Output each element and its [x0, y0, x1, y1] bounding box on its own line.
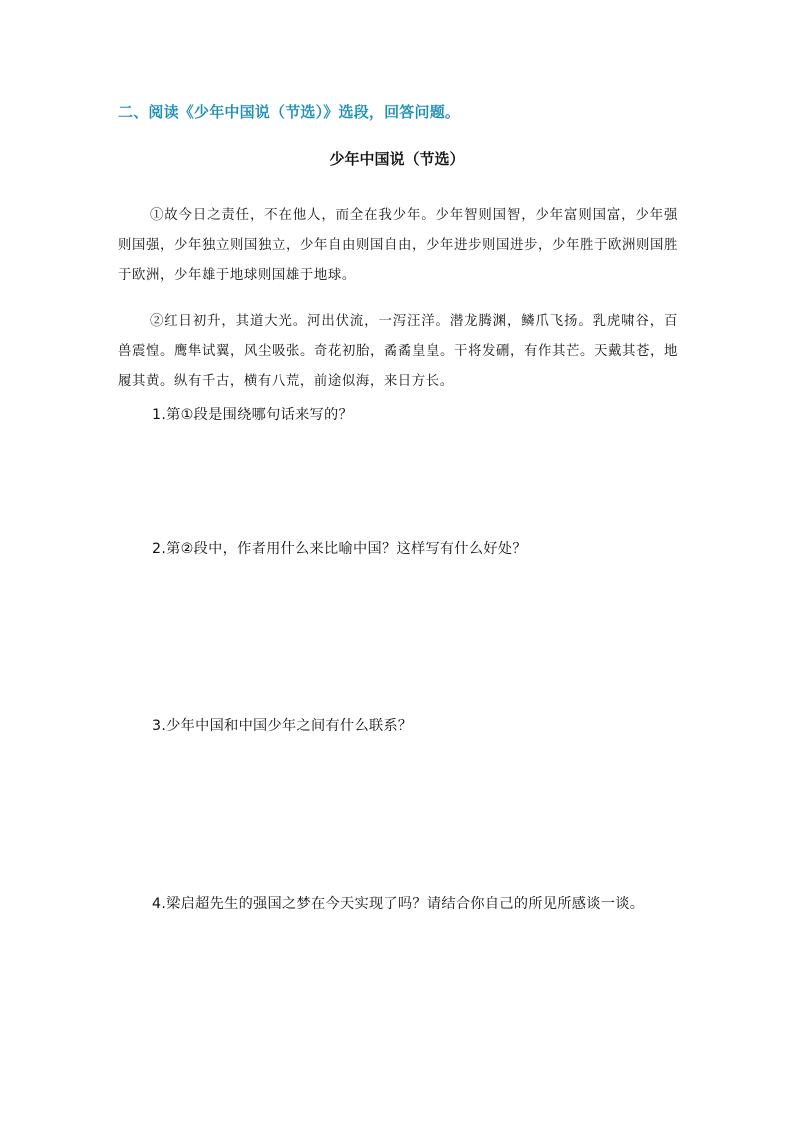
- question-2: 2.第②段中，作者用什么来比喻中国？这样写有什么好处？: [152, 541, 527, 557]
- passage-title: 少年中国说（节选）: [329, 150, 465, 168]
- question-3: 3.少年中国和中国少年之间有什么联系？: [152, 718, 413, 734]
- question-4: 4.梁启超先生的强国之梦在今天实现了吗？请结合你自己的所见所感谈一谈。: [152, 896, 645, 912]
- section-heading: 二、阅读《少年中国说（节选）》选段，回答问题。: [118, 103, 461, 121]
- passage-paragraph-1: ①故今日之责任，不在他人，而全在我少年。少年智则国智，少年富则国富，少年强则国强，少年独立则国独立，少年自由则国自由，少年进步则国进步，少年胜于欧洲则国胜于欧洲，少年雄于地球则国雄于地球。: [118, 208, 678, 284]
- passage-paragraph-2: ②红日初升，其道大光。河出伏流，一泻汪洋。潜龙腾渊，鳞爪飞扬。乳虎啸谷，百兽震惶。鹰隼试翼，风尘吸张。奇花初胎，矞矞皇皇。干将发硎，有作其芒。天戴其苍，地履其黄。纵有千古，横有八荒，前途似海，来日方长。: [118, 314, 678, 390]
- question-1: 1.第①段是围绕哪句话来写的？: [152, 407, 354, 423]
